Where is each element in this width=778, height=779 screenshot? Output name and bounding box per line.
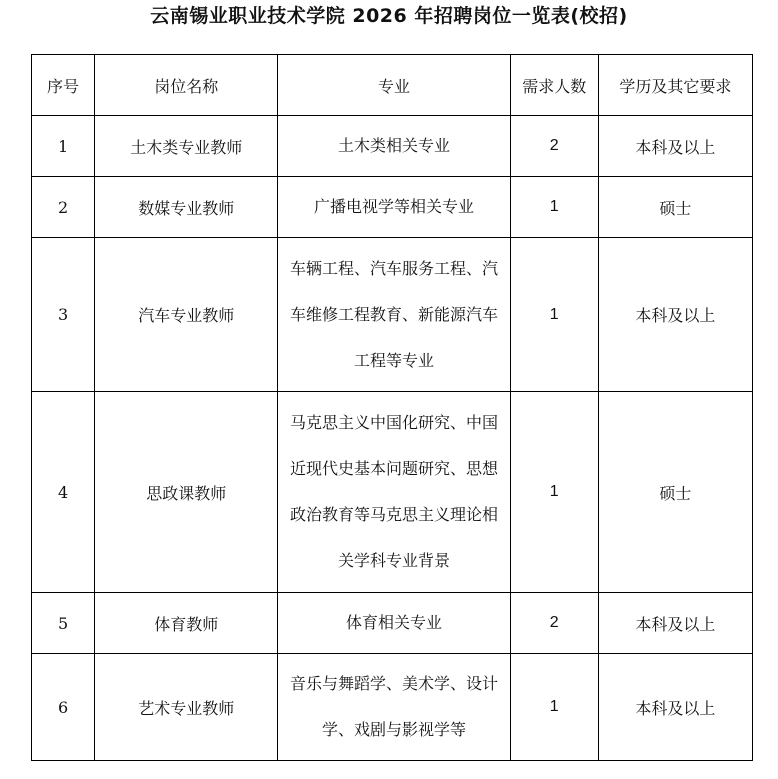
table-row (32, 238, 753, 392)
cell-position: 数媒专业教师 (95, 177, 278, 238)
cell-major: 土木类相关专业 (278, 116, 510, 177)
cell-no: 2 (32, 177, 95, 238)
table-row (32, 177, 753, 238)
cell-count: 1 (510, 654, 598, 761)
header-no: 序号 (32, 55, 95, 116)
cell-position: 艺术专业教师 (95, 654, 278, 761)
cell-count: 1 (510, 392, 598, 593)
table-header-row (32, 55, 753, 116)
cell-position: 思政课教师 (95, 392, 278, 593)
cell-requirement: 本科及以上 (598, 116, 752, 177)
cell-no: 4 (32, 392, 95, 593)
cell-requirement: 本科及以上 (598, 238, 752, 392)
cell-position: 土木类专业教师 (95, 116, 278, 177)
cell-count: 1 (510, 177, 598, 238)
cell-no: 1 (32, 116, 95, 177)
table-row (32, 392, 753, 593)
cell-position: 体育教师 (95, 593, 278, 654)
cell-requirement: 本科及以上 (598, 593, 752, 654)
cell-position: 汽车专业教师 (95, 238, 278, 392)
cell-count: 2 (510, 116, 598, 177)
header-position: 岗位名称 (95, 55, 278, 116)
cell-major: 车辆工程、汽车服务工程、汽车维修工程教育、新能源汽车工程等专业 (278, 238, 510, 392)
cell-no: 5 (32, 593, 95, 654)
table-row (32, 593, 753, 654)
cell-major: 体育相关专业 (278, 593, 510, 654)
table-row (32, 116, 753, 177)
cell-count: 1 (510, 238, 598, 392)
cell-requirement: 硕士 (598, 392, 752, 593)
header-requirement: 学历及其它要求 (598, 55, 752, 116)
cell-requirement: 硕士 (598, 177, 752, 238)
header-count: 需求人数 (510, 55, 598, 116)
cell-major: 马克思主义中国化研究、中国近现代史基本问题研究、思想政治教育等马克思主义理论相关学科专业背景 (278, 392, 510, 593)
header-major: 专业 (278, 55, 510, 116)
cell-major: 广播电视学等相关专业 (278, 177, 510, 238)
job-table (31, 54, 753, 761)
table-row (32, 654, 753, 761)
cell-count: 2 (510, 593, 598, 654)
cell-no: 3 (32, 238, 95, 392)
cell-requirement: 本科及以上 (598, 654, 752, 761)
cell-no: 6 (32, 654, 95, 761)
page-title: 云南锡业职业技术学院 2026 年招聘岗位一览表(校招) (150, 5, 628, 27)
cell-major: 音乐与舞蹈学、美术学、设计学、戏剧与影视学等 (278, 654, 510, 761)
